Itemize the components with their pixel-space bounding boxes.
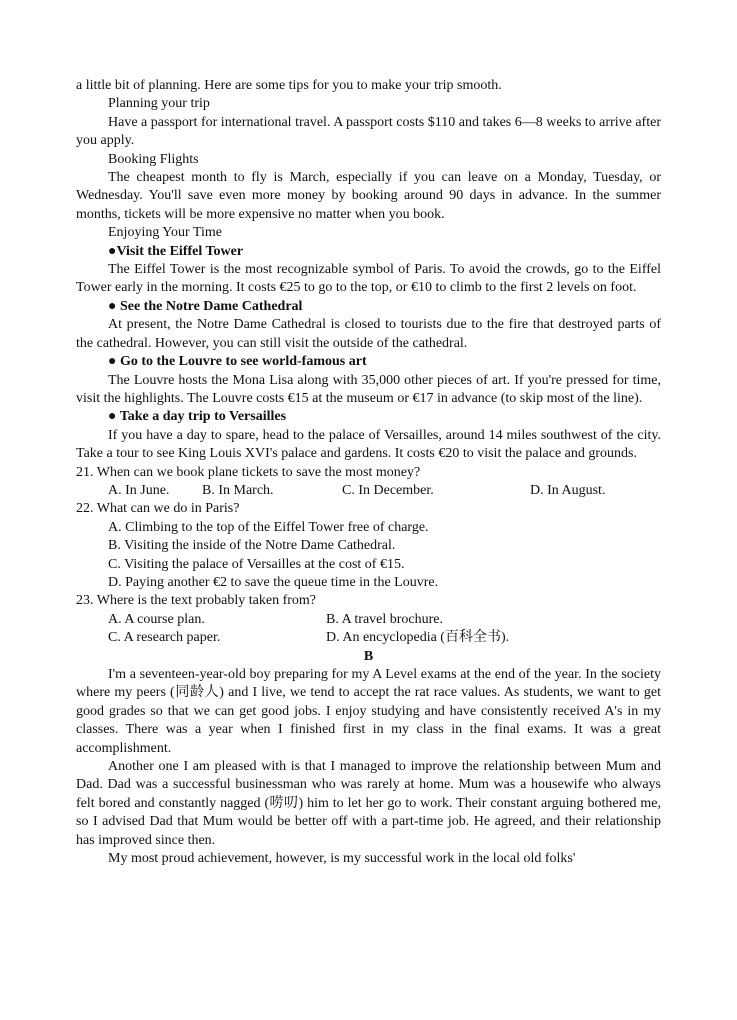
paragraph-eiffel: The Eiffel Tower is the most recognizable symbol of Paris. To avoid the crowds, go to the Eiffel Tower early in the morning. It costs €25 to go to the top, or €10 to climb to the first 2 levels on foot. — [76, 262, 661, 296]
option-23-b: B. A travel brochure. — [326, 611, 444, 627]
section-b-heading: B — [363, 648, 374, 664]
question-21-options — [76, 482, 661, 500]
passage-b-paragraph-2: Another one I am pleased with is that I managed to improve the relationship between Mum and Dad. Dad was a successful businessman who was rarely at home. Mum was a housewife who always felt bored and constantly nagged (唠叨) him to let her go to work. Their constant arguing bothered me, so I advised Dad that Mum would be better off with a part-time job. He agreed, and their relationship has improved since then. — [76, 759, 661, 848]
option-21-b: B. In March. — [202, 482, 274, 498]
option-22-b: B. Visiting the inside of the Notre Dame Cathedral. — [108, 538, 396, 554]
paragraph-louvre: The Louvre hosts the Mona Lisa along with 35,000 other pieces of art. If you're pressed for time, visit the highlights. The Louvre costs €15 at the museum or €17 in advance (to skip most of the line). — [76, 372, 661, 406]
option-22-d: D. Paying another €2 to save the queue time in the Louvre. — [108, 574, 439, 590]
heading-planning: Planning your trip — [108, 96, 210, 112]
heading-versailles: ● Take a day trip to Versailles — [108, 409, 287, 425]
exam-page — [76, 77, 661, 868]
passage-b-paragraph-3: My most proud achievement, however, is my successful work in the local old folks' — [108, 851, 576, 867]
option-22-c: C. Visiting the palace of Versailles at the cost of €15. — [108, 556, 405, 572]
paragraph-booking: The cheapest month to fly is March, especially if you can leave on a Monday, Tuesday, or Wednesday. You'll save even more money by booking around 90 days in advance. In the summer months, tickets will be more expensive no matter when you book. — [76, 170, 661, 222]
heading-booking: Booking Flights — [108, 151, 199, 167]
heading-notre-dame: ● See the Notre Dame Cathedral — [108, 298, 303, 314]
question-21: 21. When can we book plane tickets to save the most money? — [76, 464, 421, 480]
paragraph-versailles: If you have a day to spare, head to the palace of Versailles, around 14 miles southwest of the city. Take a tour to see King Louis XVI's palace and gardens. It costs €20 to visit the palace and grounds. — [76, 427, 661, 462]
option-22-a: A. Climbing to the top of the Eiffel Tower free of charge. — [108, 519, 429, 535]
option-21-c: C. In December. — [342, 482, 434, 498]
option-21-d: D. In August. — [530, 482, 606, 498]
paragraph-planning: Have a passport for international travel. A passport costs $110 and takes 6—8 weeks to arrive after you apply. — [76, 114, 661, 149]
paragraph-notre-dame: At present, the Notre Dame Cathedral is closed to tourists due to the fire that destroyed parts of the cathedral. However, you can still visit the outside of the cathedral. — [76, 317, 661, 351]
option-23-c: C. A research paper. — [108, 630, 221, 646]
passage-b-paragraph-1: I'm a seventeen-year-old boy preparing for my A Level exams at the end of the year. In the society where my peers (同龄人) and I live, we tend to accept the rat race values. As students, we want to get good grades so that we can get good jobs. I enjoy studying and have consistently received A's in my classes. There was a year when I finished first in my class in the final exams. It was a great accomplishment. — [76, 667, 661, 756]
heading-enjoying: Enjoying Your Time — [108, 225, 222, 241]
heading-eiffel: ●Visit the Eiffel Tower — [108, 243, 244, 259]
option-23-a: A. A course plan. — [108, 611, 205, 627]
question-22: 22. What can we do in Paris? — [76, 501, 240, 517]
question-23-options-row1 — [76, 611, 661, 629]
question-23: 23. Where is the text probably taken from? — [76, 593, 316, 609]
option-21-a: A. In June. — [108, 482, 170, 498]
heading-louvre: ● Go to the Louvre to see world-famous art — [108, 354, 367, 370]
option-23-d: D. An encyclopedia (百科全书). — [326, 630, 510, 646]
question-23-options-row2 — [76, 629, 661, 647]
intro-tail: a little bit of planning. Here are some tips for you to make your trip smooth. — [76, 78, 502, 93]
